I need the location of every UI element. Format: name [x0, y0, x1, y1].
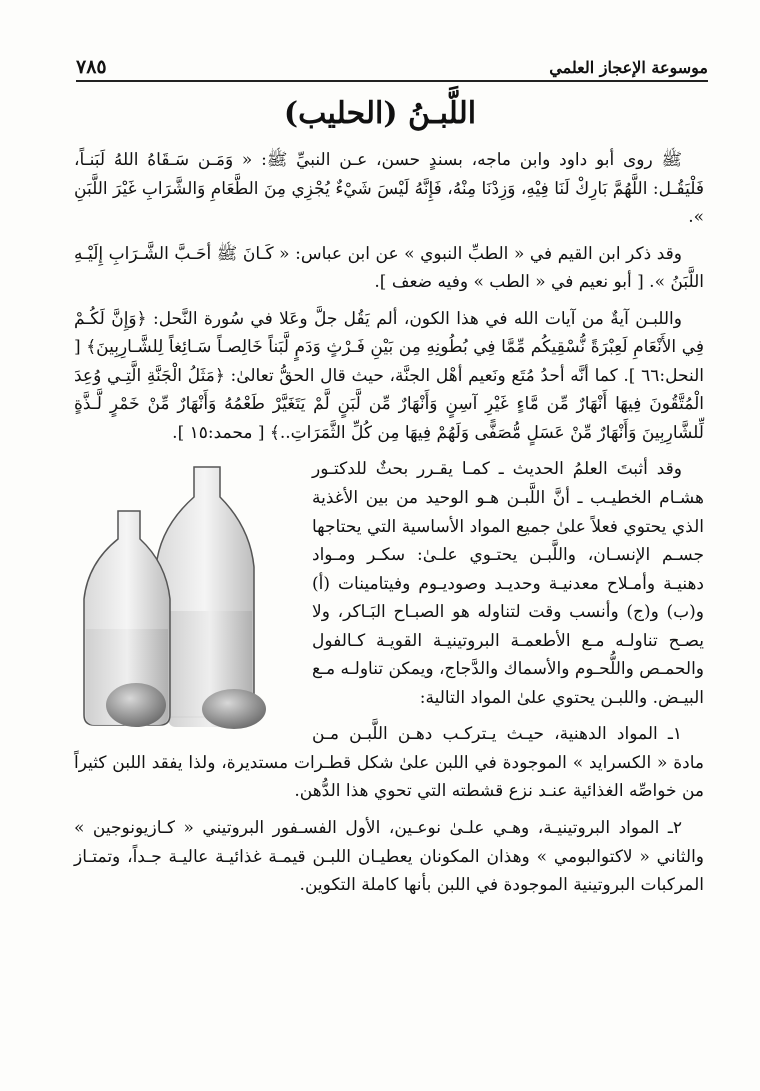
- page-header: [76, 52, 708, 82]
- milk-bottles-image: [74, 461, 300, 731]
- paragraph-hadith: ﷺ روى أبو داود وابن ماجه، بسندٍ حسن، عـن النبيِّ ﷺ: « وَمَـن سَـقَاهُ اللهُ لَبَنـاً، فَلْيَقُـل: اللَّهُمَّ بَارِكْ لَنَا فِيْهِ، وَزِدْنَا مِنْهُ، فَإِنَّهُ لَيْسَ شَيْءٌ يُجْزِي مِنَ الطَّعَامِ وَالشَّرَابِ غَيْرَ اللَّبَنِ ».: [74, 150, 704, 228]
- section-title: اللَّبـنُ (الحليب): [283, 96, 477, 131]
- paragraph-quran-verses: واللبـن آيةٌ من آيات الله في هذا الكون، ألم يَقُل جلَّ وعَلا في سُورة النَّحل: ﴿وَإِنَّ لَكُـمْ فِي الأَنْعَامِ لَعِبْرَةً نُّسْقِيكُم مِّمَّا فِي بُطُونِهِ مِن بَيْنِ فَـرْثٍ وَدَمٍ لَّبَناً خَالِصـاً سَـائِغاً لِلشَّـارِبِينَ﴾ [ النحل:٦٦ ]. كما أنَّه أحدُ مُتَع ونَعيم أهْل الجنَّة، حيث قال الحقُّ تعالىٰ: ﴿مَثَلُ الْجَنَّةِ الَّتِـي وُعِدَ الْمُتَّقُونَ فِيهَا أَنْهَارٌ مِّن مَّاءٍ غَيْرِ آسِنٍ وَأَنْهَارٌ مِّن لَّبَنٍ لَّمْ يَتَغَيَّرْ طَعْمُهُ وَأَنْهَارٌ مِّنْ خَمْرٍ لَّـذَّةٍ لِّلشَّارِبِينَ وَأَنْهَارٌ مِّنْ عَسَلٍ مُّصَفًّى وَلَهُمْ فِيهَا مِن كُلِّ الثَّمَرَاتِ..﴾ [ محمد:١٥ ].: [74, 308, 704, 443]
- page-number: ٧٨٥: [76, 56, 107, 78]
- paragraph-proteins: ٢ـ المواد البروتينيـة، وهـي علـىٰ نوعـين، الأول الفسـفور البروتيني « كـازيونوجين » والثاني « لاكتوالبومي » وهذان المكونان يعطيـان اللبـن قيمـة غذائيـة عاليـة جـداً، وتمتـاز المركبات البروتينية الموجودة في اللبن بأنها كاملة التكوين.: [74, 818, 704, 896]
- paragraph-fats: ١ـ المواد الدهنية، حيـث يـتركـب دهـن اللَّبـن مـن مادة « الكسرايد » الموجودة في اللبن علىٰ شكل قطـرات مستديرة، ولذا يفقد اللبن كثيراً من خواصِّه الغذائية عنـد نزع قشطته التي تحوي هذا الدُّهن.: [74, 724, 704, 802]
- header-rule: [76, 80, 708, 82]
- milk-bottles-illustration: [74, 461, 300, 731]
- article-body: [74, 146, 704, 908]
- paragraph-ibn-qayyim: وقد ذكر ابن القيم في « الطبِّ النبوي » عن ابن عباس: « كَـانَ ﷺ أحَـبَّ الشَّـرَابِ إِلَيْـهِ اللَّبَنُ ». [ أبو نعيم في « الطب » وفيه ضعف ].: [74, 243, 704, 293]
- paragraph-scientific-research: وقد أثبتَ العلمُ الحديث ـ كمـا يقـرر بحثٌ للدكتـور هشـام الخطيـب ـ أنَّ اللَّبـن هـو الوحيد من بين الأغذية الذي يحتوي فعلاً علىٰ جميع المواد الأساسية التي يحتاجها جسـم الإنسـان، واللَّبـن يحتـوي علـىٰ: سكـر ومـواد دهنيـة وأمـلاح معدنيـة وحديـد وصوديـوم وفيتامينات (أ) و(ب) و(ج) وأنسب وقت لتناوله هو الصبـاح البَـاكر، ولا يصـح تناولـه مـع الأطعمـة البروتينيـة القويـة كـالفول والحمـص واللُّحـوم والأسماك والدَّجاج، ويمكن تناولـه مـع البيـض. واللبـن يحتوي علىٰ المواد التالية:: [312, 459, 704, 708]
- running-title: موسوعة الإعجاز العلمي: [549, 58, 708, 77]
